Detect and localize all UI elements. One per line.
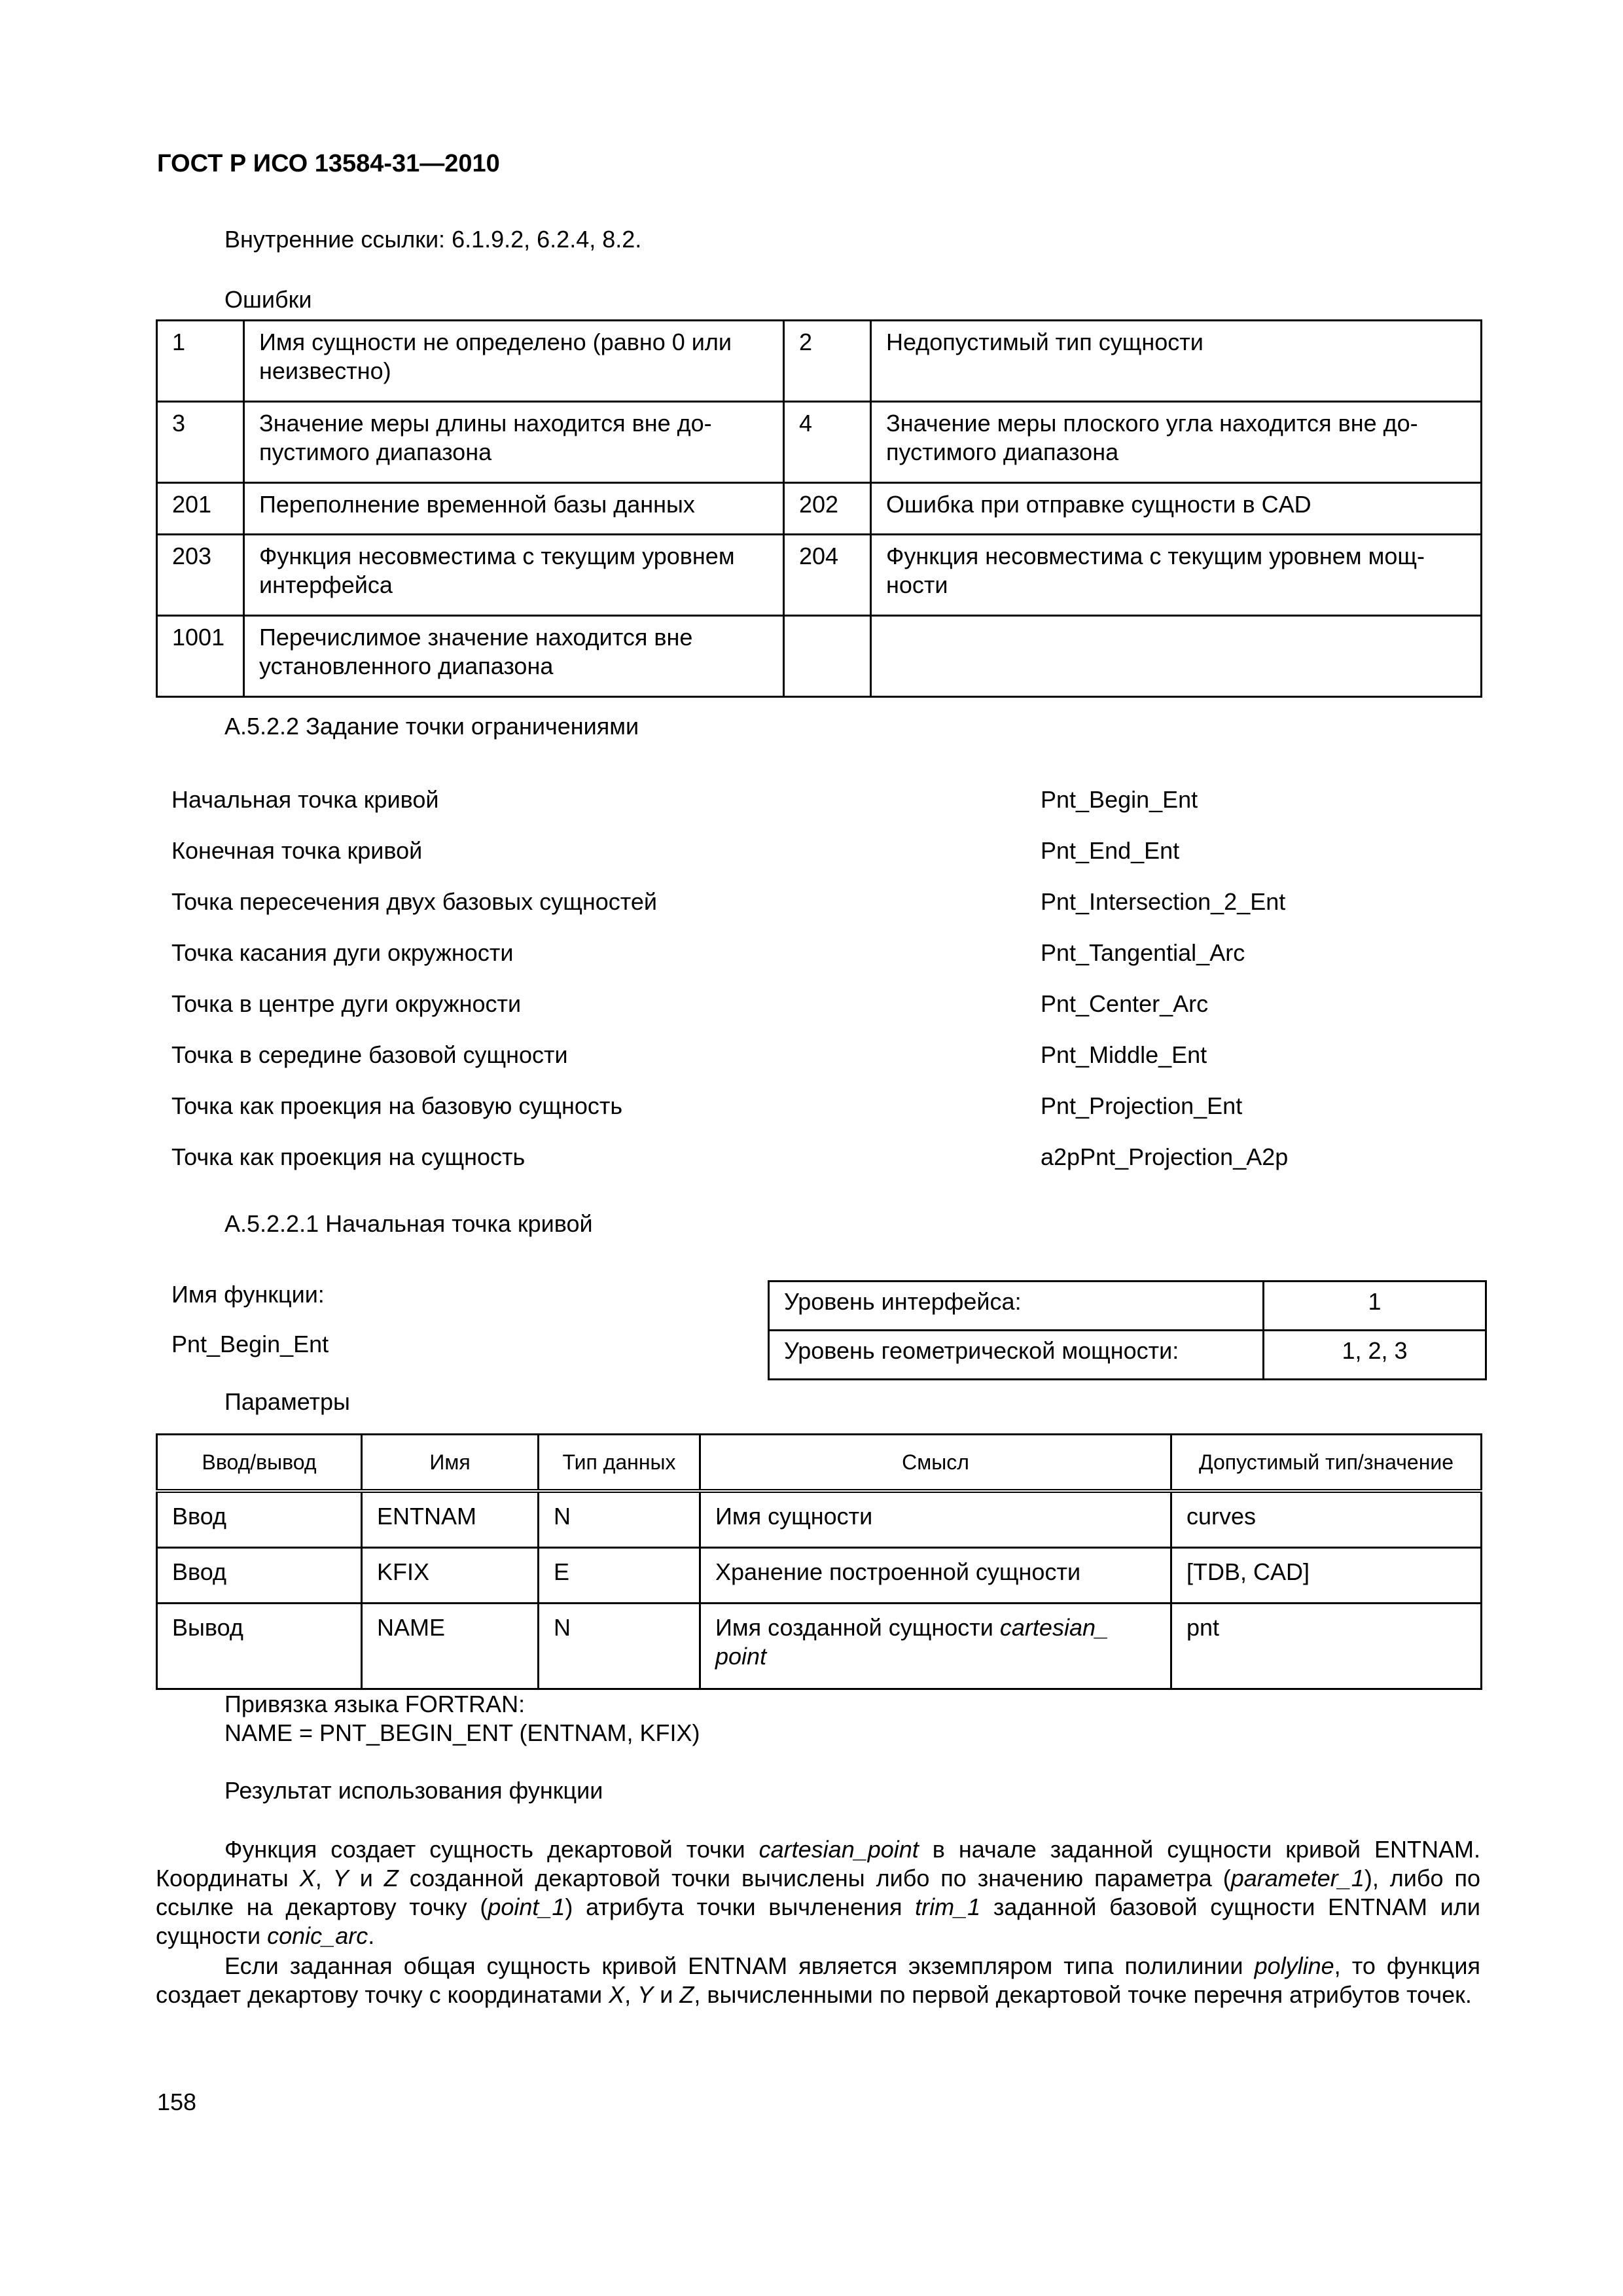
param-name: ENTNAM [362,1491,539,1548]
table-row [157,1604,1482,1689]
result-title: Результат использования функции [224,1777,603,1804]
list-item-label: Точка в центре дуги окружности [171,990,522,1017]
column-header: Имя [362,1435,539,1492]
parameters-table [156,1433,1482,1690]
function-name-label: Имя функции: [171,1281,325,1308]
param-meaning [700,1604,1171,1689]
list-item-name: Pnt_Center_Arc [1041,990,1209,1017]
error-text: Функция несовместима с текущим уровнем интерфейса [244,535,784,616]
table-header-row [157,1435,1482,1492]
error-code: 2 [784,321,871,402]
error-code: 3 [157,402,244,483]
section-heading-a522: А.5.2.2 Задание точки ограничениями [224,713,639,740]
table-row [157,402,1482,483]
list-item-name: a2pPnt_Projection_A2p [1041,1143,1289,1170]
table-row [157,321,1482,402]
list-item-name: Pnt_Middle_Ent [1041,1041,1207,1068]
result-paragraph-2: Если заданная общая сущность кривой ENTNAM является экземпляром типа полилинии polyline, то функция создает декартову точку с координатами X, Y и Z, вычисленными по первой декартовой точке перечня атрибутов точек. [156,1952,1480,2008]
result-paragraph-1: Функция создает сущность декартовой точки cartesian_point в начале заданной сущности кривой ENTNAM. Координаты X, Y и Z созданной декартовой точки вычислены либо по значению параметра (parameter_1), либо по ссылке на декартову точку (point_1) атрибута точки вычленения trim_1 заданной базовой сущности ENTNAM или сущности conic_arc. [156,1836,1481,1949]
list-item-name: Pnt_End_Ent [1041,837,1180,864]
error-code: 1 [157,321,244,402]
params-title: Параметры [224,1388,350,1415]
level-label: Уровень геометрической мощности: [769,1331,1264,1380]
param-meaning-text: Имя созданной сущности [715,1614,1000,1641]
param-type: N [539,1604,700,1689]
list-item-label: Начальная точка кривой [171,786,439,813]
level-value: 1, 2, 3 [1264,1331,1486,1380]
error-text: Значение меры длины находится вне до-пустимого диапазона [244,402,784,483]
error-text: Недопустимый тип сущности [871,321,1482,402]
list-item-label: Точка касания дуги окружности [171,939,514,966]
param-meaning: Хранение построенной сущности [700,1548,1171,1604]
error-text [871,616,1482,697]
internal-references: Внутренние ссылки: 6.1.9.2, 6.2.4, 8.2. [224,226,642,253]
level-table [768,1280,1487,1380]
error-code: 4 [784,402,871,483]
param-value: curves [1171,1491,1482,1548]
error-text: Имя сущности не определено (равно 0 или неизвестно) [244,321,784,402]
error-text: Функция несовместима с текущим уровнем мощ-ности [871,535,1482,616]
error-text: Ошибка при отправке сущности в CAD [871,483,1482,535]
level-value: 1 [1264,1282,1486,1331]
table-row [157,1491,1482,1548]
list-item-name: Pnt_Tangential_Arc [1041,939,1245,966]
column-header: Смысл [700,1435,1171,1492]
list-item-name: Pnt_Intersection_2_Ent [1041,888,1286,915]
error-code: 1001 [157,616,244,697]
param-value: pnt [1171,1604,1482,1689]
errors-table [156,319,1482,698]
level-label: Уровень интерфейса: [769,1282,1264,1331]
param-value: [TDB, CAD] [1171,1548,1482,1604]
error-text: Переполнение временной базы данных [244,483,784,535]
table-row [769,1282,1486,1331]
column-header: Допустимый тип/значение [1171,1435,1482,1492]
list-item-label: Конечная точка кривой [171,837,423,864]
param-name: NAME [362,1604,539,1689]
param-io: Вывод [157,1604,362,1689]
function-name: Pnt_Begin_Ent [171,1331,329,1357]
fortran-binding-label: Привязка языка FORTRAN: [224,1691,526,1717]
document-header: ГОСТ Р ИСО 13584-31—2010 [157,150,500,177]
list-item-label: Точка как проекция на сущность [171,1143,526,1170]
page-number: 158 [157,2089,197,2115]
error-code: 204 [784,535,871,616]
table-row [769,1331,1486,1380]
param-meaning-italic: cartesian_ point [715,1614,1109,1670]
param-meaning: Имя сущности [700,1491,1171,1548]
error-code [784,616,871,697]
table-row [157,1548,1482,1604]
error-code: 201 [157,483,244,535]
fortran-binding-code: NAME = PNT_BEGIN_ENT (ENTNAM, KFIX) [224,1719,700,1746]
table-row [157,616,1482,697]
list-item-name: Pnt_Begin_Ent [1041,786,1198,813]
column-header: Тип данных [539,1435,700,1492]
list-item-label: Точка в середине базовой сущности [171,1041,568,1068]
column-header: Ввод/вывод [157,1435,362,1492]
errors-title: Ошибки [224,286,312,313]
error-text: Перечислимое значение находится вне установленного диапазона [244,616,784,697]
section-heading-a5221: А.5.2.2.1 Начальная точка кривой [224,1210,593,1237]
table-row [157,483,1482,535]
list-item-label: Точка пересечения двух базовых сущностей [171,888,657,915]
param-io: Ввод [157,1491,362,1548]
list-item-label: Точка как проекция на базовую сущность [171,1092,623,1119]
param-io: Ввод [157,1548,362,1604]
list-item-name: Pnt_Projection_Ent [1041,1092,1243,1119]
param-type: N [539,1491,700,1548]
table-row [157,535,1482,616]
error-text: Значение меры плоского угла находится вне до-пустимого диапазона [871,402,1482,483]
param-type: E [539,1548,700,1604]
param-name: KFIX [362,1548,539,1604]
error-code: 203 [157,535,244,616]
error-code: 202 [784,483,871,535]
